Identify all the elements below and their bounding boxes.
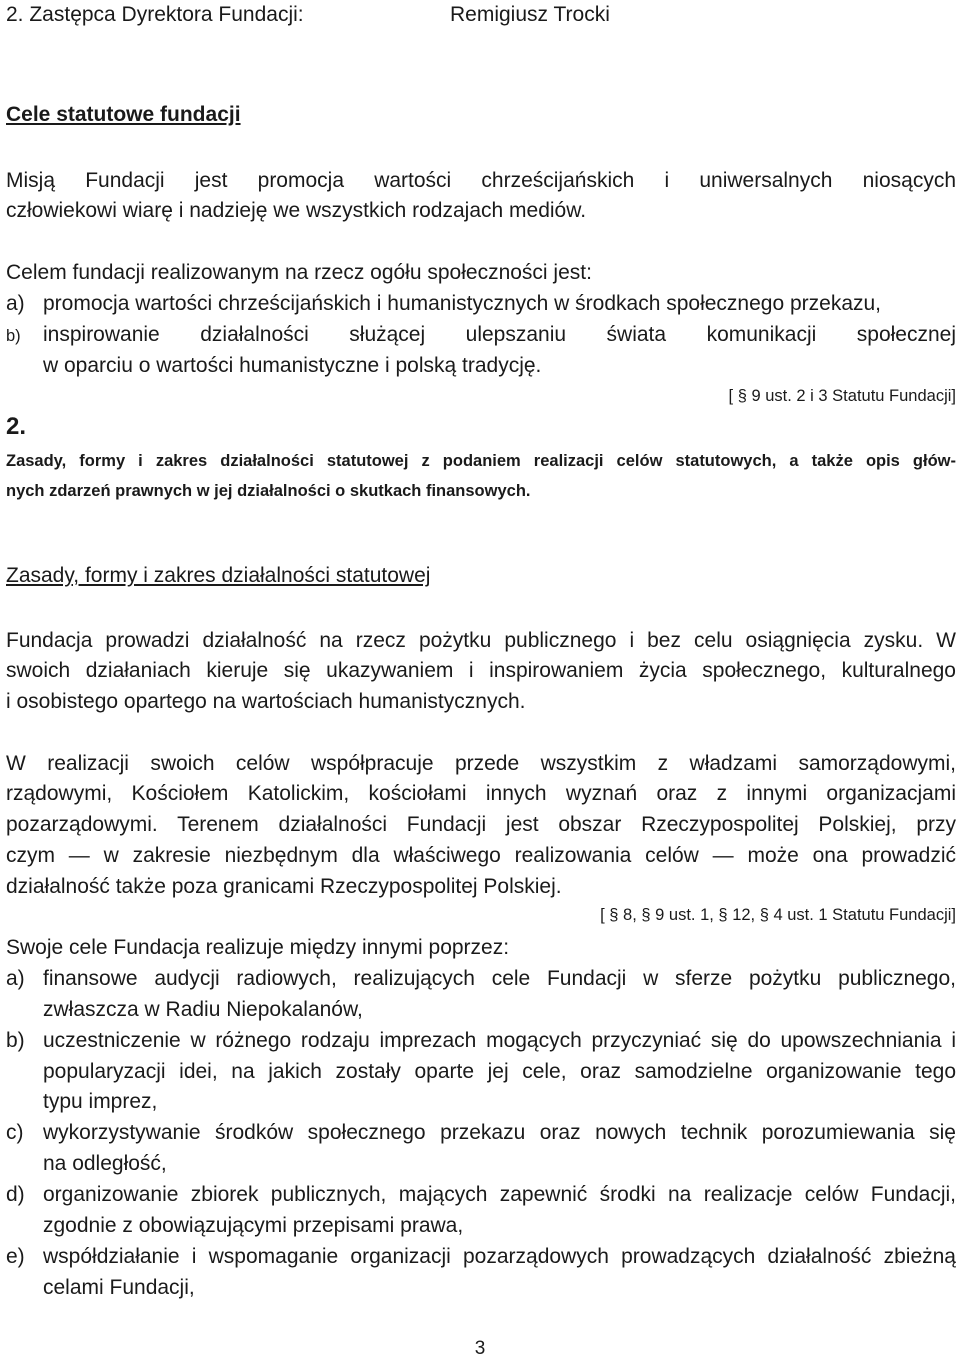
list-item-line: zgodnie z obowiązującymi przepisami prawa, <box>43 1214 464 1237</box>
cele-heading: Cele statutowe fundacji <box>6 103 241 126</box>
zasady-p2-line-3: pozarządowymi. Terenem działalności Fundacji jest obszar Rzeczypospolitej Polskiej, przy <box>6 813 956 836</box>
list-label: b) <box>6 327 21 345</box>
list-item-line: na odległość, <box>43 1152 167 1175</box>
list-text: promocja wartości chrześcijańskich i humanistycznych w środkach społecznego przekazu, <box>43 292 882 315</box>
list-item-line: organizowanie zbiorek publicznych, mających zapewnić środki na realizacje celów Fundacji, <box>43 1183 956 1206</box>
section-title-line-2: nych zdarzeń prawnych w jej działalności o skutkach finansowych. <box>6 482 531 500</box>
zasady-p2-line-1: W realizacji swoich celów współpracuje przede wszystkim z władzami samorządowymi, <box>6 752 956 775</box>
list-item-line: popularyzacji idei, na jakich zostały oparte jej cele, oraz samodzielne organizowanie tego <box>43 1060 956 1083</box>
list-item-line: finansowe audycji radiowych, realizujących cele Fundacji w sferze pożytku publicznego, <box>43 967 956 990</box>
cele-intro: Celem fundacji realizowanym na rzecz ogółu społeczności jest: <box>6 261 592 284</box>
cele-item-b-line-2: w oparciu o wartości humanistyczne i polską tradycję. <box>43 354 542 377</box>
zasady-reference: [ § 8, § 9 ust. 1, § 12, § 4 ust. 1 Statutu Fundacji] <box>600 906 956 924</box>
cele-item-a <box>6 289 956 319</box>
section-title-line-1: Zasady, formy i zakres działalności statutowej z podaniem realizacji celów statutowych, a także opis głów- <box>6 452 956 470</box>
mission-line-1: Misją Fundacji jest promocja wartości chrześcijańskich i uniwersalnych niosących <box>6 169 956 192</box>
zasady-p2-line-2: rządowymi, Kościołem Katolickim, kościołami innych wyznań oraz z innymi organizacjami <box>6 782 956 805</box>
page-number: 3 <box>474 1338 486 1359</box>
cele-item-b-line-1: inspirowanie działalności służącej ulepszaniu świata komunikacji społecznej <box>43 323 956 346</box>
zasady-p1-line-2: swoich działaniach kieruje się ukazywaniem i inspirowaniem życia społecznego, kulturalnego <box>6 659 956 682</box>
list-label: d) <box>6 1183 25 1206</box>
zasady-p1-line-3: i osobistego opartego na wartościach humanistycznych. <box>6 690 526 713</box>
list-item-line: uczestniczenie w różnego rodzaju imprezach mogących przyczyniać się do upowszechniania i <box>43 1029 956 1052</box>
list-item-line: zwłaszcza w Radiu Niepokalanów, <box>43 998 363 1021</box>
list-label: c) <box>6 1121 24 1144</box>
list-label: a) <box>6 967 25 990</box>
zasady-heading: Zasady, formy i zakres działalności statutowej <box>6 564 431 587</box>
mission-line-2: człowiekowi wiarę i nadzieję we wszystkich rodzajach mediów. <box>6 199 587 222</box>
zasady-p1-line-1: Fundacja prowadzi działalność na rzecz pożytku publicznego i bez celu osiągnięcia zysku. W <box>6 629 956 652</box>
cele-reference: [ § 9 ust. 2 i 3 Statutu Fundacji] <box>728 387 956 405</box>
list-label: e) <box>6 1245 25 1268</box>
zasady-p2-line-4: czym — w zakresie niezbędnym dla właściwego realizowania celów — może ona prowadzić <box>6 844 956 867</box>
list-label: a) <box>6 292 25 315</box>
section-number: 2. <box>6 413 27 440</box>
list-item-line: typu imprez, <box>43 1090 158 1113</box>
header-name: Remigiusz Trocki <box>450 3 610 26</box>
list-item-line: wykorzystywanie środków społecznego przekazu oraz nowych technik porozumiewania się <box>43 1121 956 1144</box>
list-item-line: współdziałanie i wspomaganie organizacji pozarządowych prowadzących działalność zbieżną <box>43 1245 956 1268</box>
header-row <box>6 0 956 30</box>
zasady-list-intro: Swoje cele Fundacja realizuje między innymi poprzez: <box>6 936 510 959</box>
header-title: 2. Zastępca Dyrektora Fundacji: <box>6 3 304 26</box>
zasady-p2-line-5: działalność także poza granicami Rzeczypospolitej Polskiej. <box>6 875 562 898</box>
list-label: b) <box>6 1029 25 1052</box>
list-item-line: celami Fundacji, <box>43 1276 195 1299</box>
